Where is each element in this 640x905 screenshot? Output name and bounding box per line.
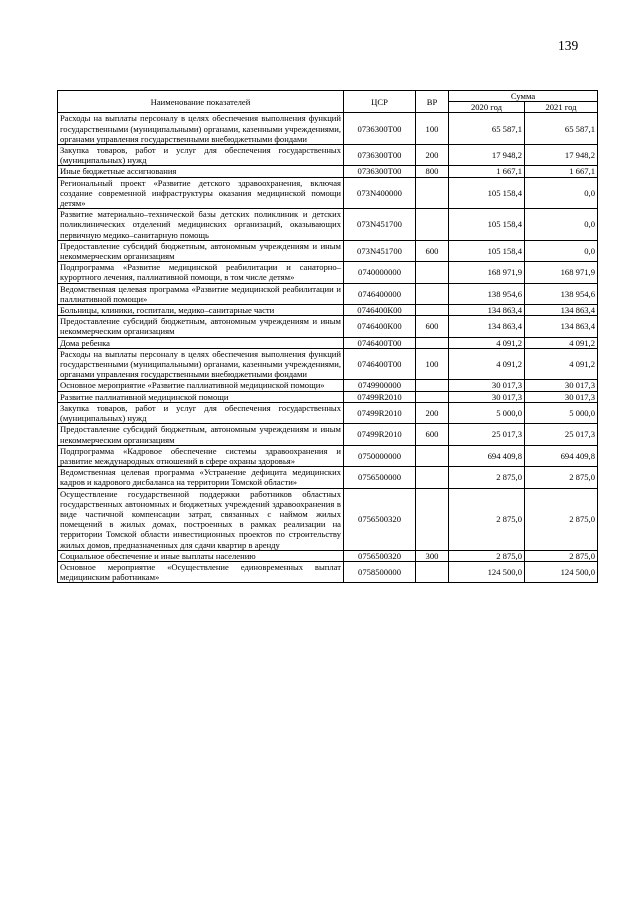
row-csr-cell: 0756500000 [344, 467, 416, 488]
table-row [58, 348, 598, 380]
row-csr-cell: 0746400К00 [344, 316, 416, 337]
row-amount-2020-cell: 1 667,1 [449, 166, 525, 177]
row-name-cell: Ведомственная целевая программа «Развитие медицинской реабилитации и паллиативной помощи» [58, 283, 344, 304]
table-row [58, 316, 598, 337]
row-amount-2020-cell: 134 863,4 [449, 305, 525, 316]
header-vr: ВР [416, 91, 449, 113]
row-name-cell: Подпрограмма «Кадровое обеспечение системы здравоохранения и развитие международных отношений в сфере охраны здоровья» [58, 445, 344, 466]
row-name-cell: Осуществление государственной поддержки работников областных государственных автономных и бюджетных учреждений здравоохранения в виде частичной компенсации затрат, связанных с наймом жилых помещений в жилых домах, построенных в рамках реализации на территории Томской области инвестиционных проектов по строительству жилых домов, предназначенных для сдачи квартир в аренду [58, 488, 344, 550]
row-csr-cell: 0756500320 [344, 488, 416, 550]
row-vr-cell: 100 [416, 113, 449, 145]
table-row [58, 283, 598, 304]
row-name-cell: Ведомственная целевая программа «Устранение дефицита медицинских кадров и кадрового дисбаланса на территории Томской области» [58, 467, 344, 488]
table-row [58, 402, 598, 423]
row-name-cell: Расходы на выплаты персоналу в целях обеспечения выполнения функций государственными (муниципальными) органами, казенными учреждениями, органами управления государственными внебюджетными фондами [58, 113, 344, 145]
row-vr-cell: 600 [416, 316, 449, 337]
row-amount-2021-cell: 2 875,0 [525, 467, 598, 488]
row-name-cell: Развитие паллиативной медицинской помощи [58, 391, 344, 402]
table-row [58, 166, 598, 177]
row-vr-cell: 600 [416, 424, 449, 445]
row-amount-2020-cell: 2 875,0 [449, 550, 525, 561]
row-amount-2021-cell: 134 863,4 [525, 316, 598, 337]
row-csr-cell: 073N400000 [344, 177, 416, 209]
row-csr-cell: 0749900000 [344, 380, 416, 391]
row-csr-cell: 073N451700 [344, 240, 416, 261]
row-csr-cell: 0746400К00 [344, 305, 416, 316]
row-amount-2021-cell: 30 017,3 [525, 380, 598, 391]
row-vr-cell [416, 380, 449, 391]
table-row [58, 305, 598, 316]
row-amount-2021-cell: 25 017,3 [525, 424, 598, 445]
row-name-cell: Предоставление субсидий бюджетным, автономным учреждениям и иным некоммерческим организациям [58, 316, 344, 337]
row-amount-2021-cell: 4 091,2 [525, 348, 598, 380]
table-row [58, 550, 598, 561]
row-csr-cell: 0746400Т00 [344, 348, 416, 380]
row-amount-2020-cell: 134 863,4 [449, 316, 525, 337]
row-amount-2021-cell: 0,0 [525, 177, 598, 209]
row-vr-cell [416, 337, 449, 348]
page-number: 139 [558, 38, 579, 53]
table-row [58, 337, 598, 348]
row-vr-cell [416, 467, 449, 488]
row-vr-cell: 200 [416, 145, 449, 166]
row-amount-2020-cell: 2 875,0 [449, 488, 525, 550]
row-amount-2020-cell: 105 158,4 [449, 209, 525, 241]
row-vr-cell: 600 [416, 240, 449, 261]
row-name-cell: Расходы на выплаты персоналу в целях обеспечения выполнения функций государственными (муниципальными) органами, казенными учреждениями, органами управления государственными внебюджетными фондами [58, 348, 344, 380]
row-name-cell: Основное мероприятие «Развитие паллиативной медицинской помощи» [58, 380, 344, 391]
row-csr-cell: 0740000000 [344, 262, 416, 283]
row-amount-2020-cell: 124 500,0 [449, 561, 525, 582]
row-amount-2021-cell: 1 667,1 [525, 166, 598, 177]
row-amount-2021-cell: 5 000,0 [525, 402, 598, 423]
table-row [58, 467, 598, 488]
budget-table [57, 90, 598, 583]
row-amount-2021-cell: 4 091,2 [525, 337, 598, 348]
row-vr-cell: 800 [416, 166, 449, 177]
row-amount-2021-cell: 0,0 [525, 209, 598, 241]
row-name-cell: Региональный проект «Развитие детского здравоохранения, включая создание современной инфраструктуры оказания медицинской помощи детям» [58, 177, 344, 209]
table-body [58, 113, 598, 583]
table-row [58, 445, 598, 466]
row-vr-cell [416, 305, 449, 316]
row-amount-2020-cell: 2 875,0 [449, 467, 525, 488]
table-row [58, 177, 598, 209]
row-csr-cell: 0736300Т00 [344, 145, 416, 166]
table-row [58, 209, 598, 241]
row-amount-2021-cell: 17 948,2 [525, 145, 598, 166]
header-name: Наименование показателей [58, 91, 344, 113]
row-csr-cell: 0736300Т00 [344, 166, 416, 177]
table-row [58, 424, 598, 445]
row-amount-2020-cell: 65 587,1 [449, 113, 525, 145]
table-row [58, 113, 598, 145]
row-name-cell: Иные бюджетные ассигнования [58, 166, 344, 177]
row-vr-cell: 100 [416, 348, 449, 380]
row-csr-cell: 0758500000 [344, 561, 416, 582]
row-csr-cell: 073N451700 [344, 209, 416, 241]
row-csr-cell: 07499R2010 [344, 402, 416, 423]
row-amount-2021-cell: 30 017,3 [525, 391, 598, 402]
row-amount-2020-cell: 30 017,3 [449, 391, 525, 402]
row-csr-cell: 07499R2010 [344, 391, 416, 402]
row-amount-2020-cell: 4 091,2 [449, 337, 525, 348]
row-name-cell: Больницы, клиники, госпитали, медико–санитарные части [58, 305, 344, 316]
table-row [58, 391, 598, 402]
row-amount-2021-cell: 694 409,8 [525, 445, 598, 466]
row-name-cell: Предоставление субсидий бюджетным, автономным учреждениям и иным некоммерческим организациям [58, 240, 344, 261]
header-csr: ЦСР [344, 91, 416, 113]
row-amount-2020-cell: 30 017,3 [449, 380, 525, 391]
row-amount-2021-cell: 124 500,0 [525, 561, 598, 582]
row-vr-cell [416, 209, 449, 241]
row-amount-2021-cell: 138 954,6 [525, 283, 598, 304]
row-amount-2020-cell: 105 158,4 [449, 240, 525, 261]
row-amount-2021-cell: 2 875,0 [525, 488, 598, 550]
row-name-cell: Основное мероприятие «Осуществление единовременных выплат медицинским работникам» [58, 561, 344, 582]
row-name-cell: Закупка товаров, работ и услуг для обеспечения государственных (муниципальных) нужд [58, 402, 344, 423]
row-name-cell: Предоставление субсидий бюджетным, автономным учреждениям и иным некоммерческим организациям [58, 424, 344, 445]
row-amount-2021-cell: 168 971,9 [525, 262, 598, 283]
row-vr-cell [416, 488, 449, 550]
row-vr-cell [416, 391, 449, 402]
row-name-cell: Дома ребенка [58, 337, 344, 348]
table-row [58, 380, 598, 391]
row-name-cell: Развитие материально–технической базы детских поликлиник и детских поликлинических отделений медицинских организаций, оказывающих первичную медико–санитарную помощь [58, 209, 344, 241]
header-sum: Сумма [449, 91, 598, 102]
row-amount-2020-cell: 25 017,3 [449, 424, 525, 445]
row-amount-2020-cell: 105 158,4 [449, 177, 525, 209]
table-row [58, 145, 598, 166]
row-amount-2020-cell: 4 091,2 [449, 348, 525, 380]
row-amount-2021-cell: 65 587,1 [525, 113, 598, 145]
table-row [58, 488, 598, 550]
row-csr-cell: 0750000000 [344, 445, 416, 466]
row-csr-cell: 0756500320 [344, 550, 416, 561]
row-csr-cell: 07499R2010 [344, 424, 416, 445]
header-year-2021: 2021 год [525, 102, 598, 113]
row-csr-cell: 0746400Т00 [344, 337, 416, 348]
row-name-cell: Закупка товаров, работ и услуг для обеспечения государственных (муниципальных) нужд [58, 145, 344, 166]
row-vr-cell: 300 [416, 550, 449, 561]
row-vr-cell [416, 177, 449, 209]
row-vr-cell [416, 445, 449, 466]
row-amount-2020-cell: 138 954,6 [449, 283, 525, 304]
row-csr-cell: 0736300Т00 [344, 113, 416, 145]
row-amount-2020-cell: 17 948,2 [449, 145, 525, 166]
row-amount-2021-cell: 134 863,4 [525, 305, 598, 316]
row-vr-cell [416, 283, 449, 304]
row-amount-2020-cell: 5 000,0 [449, 402, 525, 423]
header-year-2020: 2020 год [449, 102, 525, 113]
row-name-cell: Социальное обеспечение и иные выплаты населению [58, 550, 344, 561]
table-row [58, 240, 598, 261]
row-amount-2020-cell: 694 409,8 [449, 445, 525, 466]
row-csr-cell: 0746400000 [344, 283, 416, 304]
row-amount-2020-cell: 168 971,9 [449, 262, 525, 283]
row-name-cell: Подпрограмма «Развитие медицинской реабилитации и санаторно–курортного лечения, паллиативной помощи, в том числе детям» [58, 262, 344, 283]
row-amount-2021-cell: 2 875,0 [525, 550, 598, 561]
table-row [58, 561, 598, 582]
table-row [58, 262, 598, 283]
row-amount-2021-cell: 0,0 [525, 240, 598, 261]
row-vr-cell: 200 [416, 402, 449, 423]
row-vr-cell [416, 561, 449, 582]
row-vr-cell [416, 262, 449, 283]
